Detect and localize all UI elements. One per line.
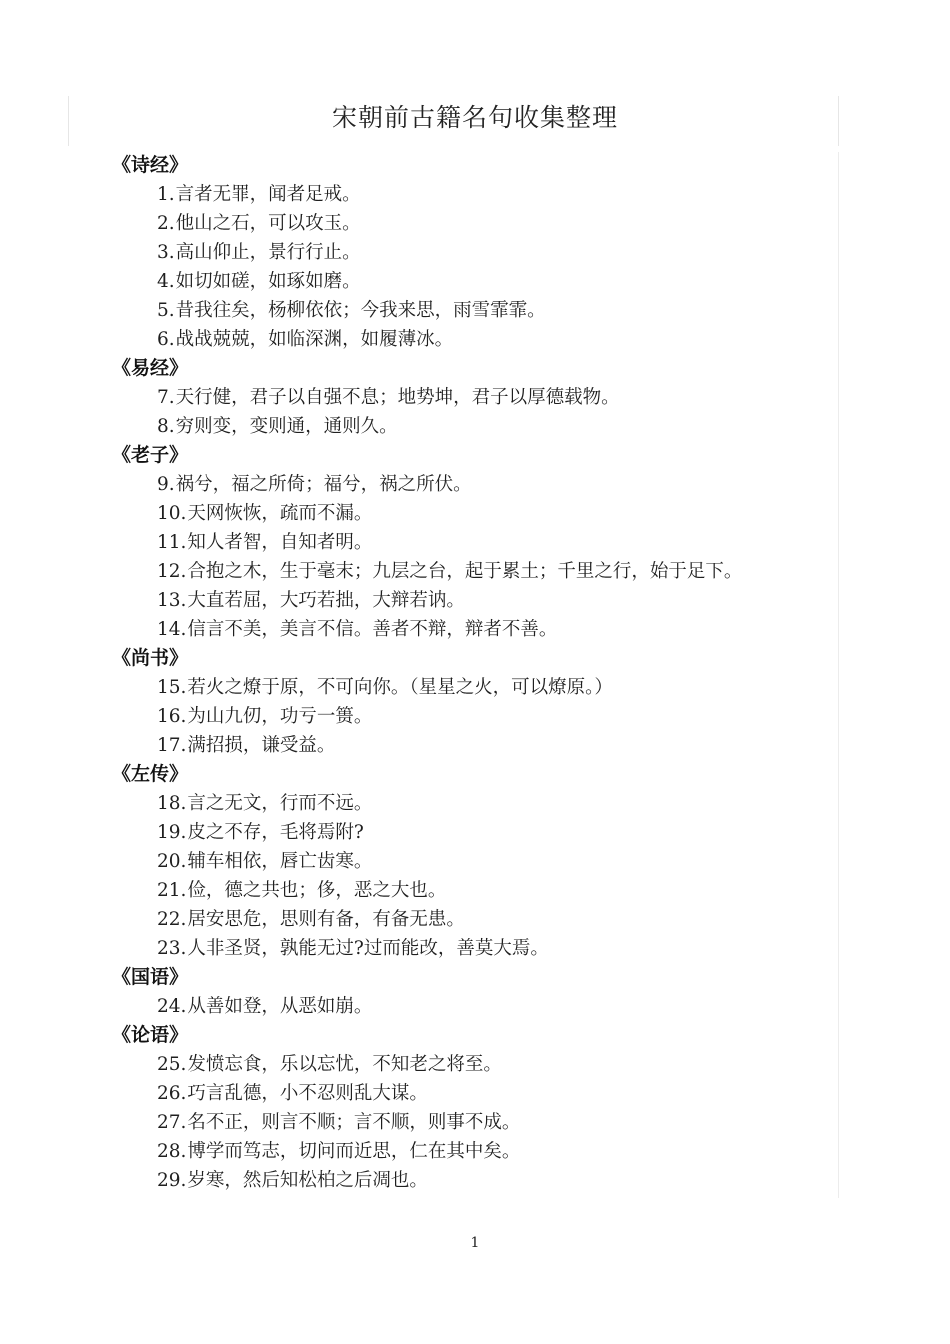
- quote-text: 信言不美，美言不信。善者不辩，辩者不善。: [187, 619, 558, 640]
- quote-item: [112, 383, 852, 412]
- quote-item: [112, 789, 852, 818]
- quote-item: [112, 180, 852, 209]
- quote-item: [112, 1137, 852, 1166]
- quote-item: [112, 267, 852, 296]
- quote-text: 名不正，则言不顺；言不顺，则事不成。: [187, 1112, 521, 1133]
- page-title: 宋朝前古籍名句收集整理: [331, 103, 618, 132]
- quote-number: 19.: [157, 822, 187, 843]
- quote-text: 巧言乱德，小不忍则乱大谋。: [187, 1083, 428, 1104]
- quote-item: [112, 1079, 852, 1108]
- quote-text: 人非圣贤，孰能无过?过而能改，善莫大焉。: [187, 938, 549, 959]
- quote-text: 为山九仞，功亏一篑。: [187, 706, 373, 727]
- section-heading: 《国语》: [112, 966, 189, 988]
- quote-item: [112, 992, 852, 1021]
- quote-text: 若火之燎于原，不可向你。（星星之火，可以燎原。）: [187, 677, 613, 698]
- quote-number: 28.: [157, 1141, 187, 1162]
- section-heading: 《左传》: [112, 763, 189, 785]
- quote-item: [112, 412, 852, 441]
- quote-item: [112, 934, 852, 963]
- quote-number: 5.: [157, 300, 175, 321]
- quote-number: 23.: [157, 938, 187, 959]
- quote-item: [112, 1050, 852, 1079]
- quote-number: 9.: [157, 474, 175, 495]
- quote-text: 居安思危，思则有备，有备无患。: [187, 909, 465, 930]
- quote-number: 8.: [157, 416, 175, 437]
- quote-item: [112, 1108, 852, 1137]
- quote-number: 27.: [157, 1112, 187, 1133]
- quote-item: [112, 209, 852, 238]
- quote-number: 15.: [157, 677, 187, 698]
- quote-number: 11.: [157, 532, 187, 553]
- quote-number: 2.: [157, 213, 175, 234]
- quote-number: 4.: [157, 271, 175, 292]
- quote-text: 从善如登，从恶如崩。: [187, 996, 373, 1017]
- page-number: 1: [470, 1235, 480, 1251]
- quote-number: 29.: [157, 1170, 187, 1191]
- quote-item: [112, 905, 852, 934]
- quote-text: 言之无文，行而不远。: [187, 793, 373, 814]
- quote-text: 博学而笃志，切问而近思，仁在其中矣。: [187, 1141, 521, 1162]
- quote-item: [112, 528, 852, 557]
- quote-item: [112, 1166, 852, 1195]
- quote-number: 3.: [157, 242, 175, 263]
- quote-item: [112, 818, 852, 847]
- quote-item: [112, 847, 852, 876]
- quote-item: [112, 876, 852, 905]
- quote-text: 岁寒，然后知松柏之后凋也。: [187, 1170, 428, 1191]
- quote-text: 战战兢兢，如临深渊，如履薄冰。: [175, 329, 454, 350]
- quote-text: 发愤忘食，乐以忘忧，不知老之将至。: [187, 1054, 502, 1075]
- quote-number: 16.: [157, 706, 187, 727]
- quote-number: 14.: [157, 619, 187, 640]
- quote-text: 天行健，君子以自强不息；地势坤，君子以厚德载物。: [175, 387, 620, 408]
- quote-text: 辅车相依，唇亡齿寒。: [187, 851, 373, 872]
- quote-item: [112, 296, 852, 325]
- quote-item: [112, 557, 852, 586]
- quote-number: 6.: [157, 329, 175, 350]
- section-heading: 《诗经》: [112, 154, 189, 176]
- quote-text: 天网恢恢，疏而不漏。: [187, 503, 373, 524]
- quote-text: 皮之不存，毛将焉附?: [187, 822, 364, 843]
- quote-item: [112, 470, 852, 499]
- quote-text: 祸兮，福之所倚；福兮，祸之所伏。: [175, 474, 472, 495]
- quote-item: [112, 615, 852, 644]
- quote-item: [112, 325, 852, 354]
- quote-number: 1.: [157, 184, 175, 205]
- section-heading: 《论语》: [112, 1024, 189, 1046]
- quote-item: [112, 673, 852, 702]
- quote-number: 22.: [157, 909, 187, 930]
- quote-item: [112, 731, 852, 760]
- quote-text: 言者无罪，闻者足戒。: [175, 184, 361, 205]
- section-heading: 《尚书》: [112, 647, 189, 669]
- quote-item: [112, 702, 852, 731]
- quote-item: [112, 499, 852, 528]
- quote-number: 21.: [157, 880, 187, 901]
- quote-text: 穷则变，变则通，通则久。: [175, 416, 398, 437]
- quote-text: 他山之石，可以攻玉。: [175, 213, 361, 234]
- quote-number: 25.: [157, 1054, 187, 1075]
- quote-text: 大直若屈，大巧若拙，大辩若讷。: [187, 590, 465, 611]
- quote-text: 俭，德之共也；侈，恶之大也。: [187, 880, 447, 901]
- quote-list: [112, 151, 852, 1195]
- quote-text: 合抱之木，生于毫末；九层之台，起于累土；千里之行，始于足下。: [187, 561, 743, 582]
- quote-number: 12.: [157, 561, 187, 582]
- quote-text: 如切如磋，如琢如磨。: [175, 271, 361, 292]
- section-heading: 《易经》: [112, 357, 189, 379]
- quote-item: [112, 586, 852, 615]
- quote-number: 24.: [157, 996, 187, 1017]
- quote-number: 26.: [157, 1083, 187, 1104]
- quote-number: 7.: [157, 387, 175, 408]
- section-heading: 《老子》: [112, 444, 189, 466]
- quote-text: 昔我往矣，杨柳依依；今我来思，雨雪霏霏。: [175, 300, 546, 321]
- quote-text: 满招损，谦受益。: [187, 735, 336, 756]
- quote-number: 18.: [157, 793, 187, 814]
- quote-number: 13.: [157, 590, 187, 611]
- quote-number: 10.: [157, 503, 187, 524]
- quote-text: 高山仰止，景行行止。: [175, 242, 361, 263]
- quote-number: 20.: [157, 851, 187, 872]
- quote-item: [112, 238, 852, 267]
- quote-number: 17.: [157, 735, 187, 756]
- quote-text: 知人者智，自知者明。: [187, 532, 373, 553]
